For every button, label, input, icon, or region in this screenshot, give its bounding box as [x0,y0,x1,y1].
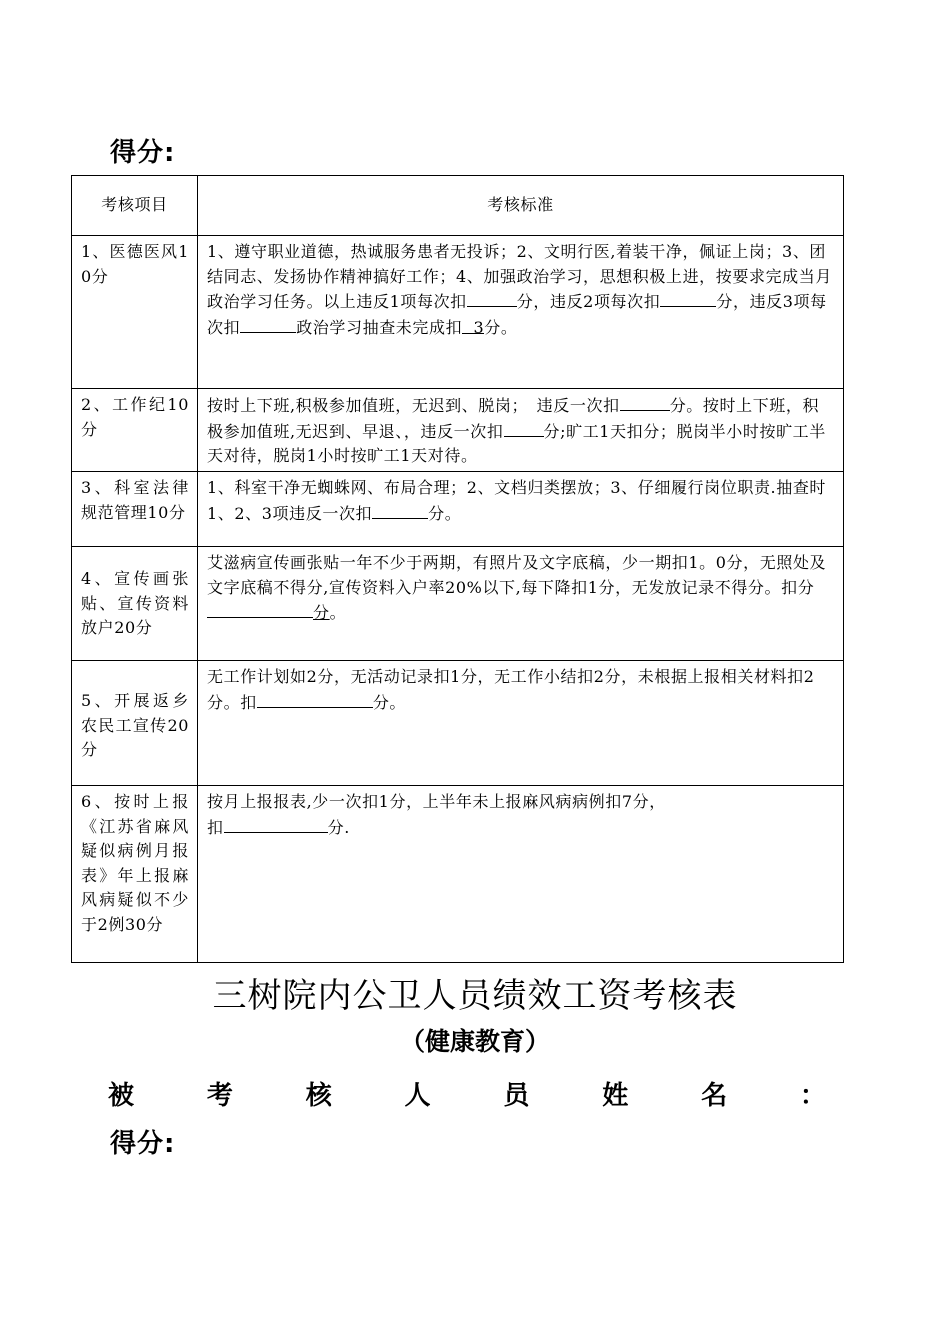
criteria-text: 分，违反3项每次扣 [207,292,827,337]
header-item: 考核项目 [72,176,198,236]
criteria-text: 按月上报报表,少一次扣1分，上半年未上报麻风病病例扣7分， [207,792,666,811]
row-item: 2、工作纪10分 [72,389,198,472]
row-criteria [198,236,844,389]
table-header-row [72,176,844,236]
deduction-value: 3 [462,316,484,334]
header-criteria: 考核标准 [198,176,844,236]
criteria-text: 分. [327,817,350,837]
criteria-text: 1、遵守职业道德，热诚服务患者无投诉；2、文明行医,着装干净，佩证上岗；3、团结同志、发扬协作精神搞好工作；4、加强政治学习，思想积极上进，按要求完成当月政治学习任务。以上违反1项每次扣 [207,242,832,311]
blank-field [224,815,328,833]
form-title: 三树院内公卫人员绩效工资考核表 [212,976,738,1016]
criteria-text: 按时上下班,积极参加值班，无迟到、脱岗； 违反一次扣 [207,396,620,415]
criteria-text: 分;旷工1天扣分；脱岗半小时按旷工半天对待，脱岗1小时按旷工1天对待。 [207,421,826,465]
form-subtitle: （健康教育） [399,1027,550,1056]
blank-field [620,393,670,411]
blank-field [504,419,544,437]
criteria-text: 分。 [484,317,518,337]
name-label-char: 核 [305,1081,332,1111]
criteria-text: 分。按时上下班，积极参加值班,无迟到、早退、，违反一次扣 [207,396,820,441]
name-label-char: ： [799,1081,826,1111]
row-item: 4、宣传画张贴、宣传资料放户20分 [72,547,198,661]
criteria-text: 分。 [372,692,407,712]
score-label-top: 得分: [110,138,176,168]
blank-field [467,289,517,307]
row-criteria [198,786,844,963]
name-label-char: 姓 [602,1081,629,1111]
criteria-text: 政治学习抽查未完成扣 [296,317,463,337]
blank-field [660,289,716,307]
row-item: 6、按时上报《江苏省麻风疑似病例月报表》年上报麻风病疑似不少于2例30分 [72,786,198,963]
row-item: 3、科室法律规范管理10分 [72,472,198,547]
examinee-name-label [108,1075,826,1111]
blank-field [372,501,428,519]
criteria-text: 艾滋病宣传画张贴一年不少于两期，有照片及文字底稿，少一期扣1。0分，无照处及文字底稿不得分,宣传资料入户率20%以下,每下降扣1分，无发放记录不得分。扣分 [207,553,827,597]
name-label-char: 名 [701,1081,728,1111]
name-label-char: 考 [206,1081,233,1111]
criteria-text: 1、科室干净无蜘蛛网、布局合理；2、文档归类摆放；3、仔细履行岗位职责.抽查时1、2、3项违反一次扣 [207,478,827,523]
assessment-table [71,175,844,963]
blank-field [257,690,373,708]
row-criteria [198,547,844,661]
score-label-bottom: 得分: [110,1129,176,1159]
table-row [72,389,844,472]
criteria-text: 扣 [207,817,224,837]
row-criteria [198,661,844,786]
table-row [72,661,844,786]
blank-field [240,315,296,333]
row-criteria [198,389,844,472]
table-row [72,547,844,661]
row-item: 1、医德医风10分 [72,236,198,389]
name-label-char: 被 [108,1081,135,1111]
criteria-text: 无工作计划如2分，无活动记录扣1分，无工作小结扣2分，未根据上报相关材料扣2分。扣 [207,667,815,712]
criteria-text: 分 [313,603,330,622]
criteria-text: 分。 [428,503,462,523]
criteria-text: 分，违反2项每次扣 [516,292,661,311]
table-row [72,786,844,963]
row-criteria [198,472,844,547]
table-row [72,236,844,389]
criteria-text: 。 [329,603,347,622]
name-label-char: 员 [503,1081,530,1111]
row-item: 5、开展返乡农民工宣传20分 [72,661,198,786]
blank-field [207,600,313,618]
name-label-char: 人 [404,1081,431,1111]
table-row [72,472,844,547]
